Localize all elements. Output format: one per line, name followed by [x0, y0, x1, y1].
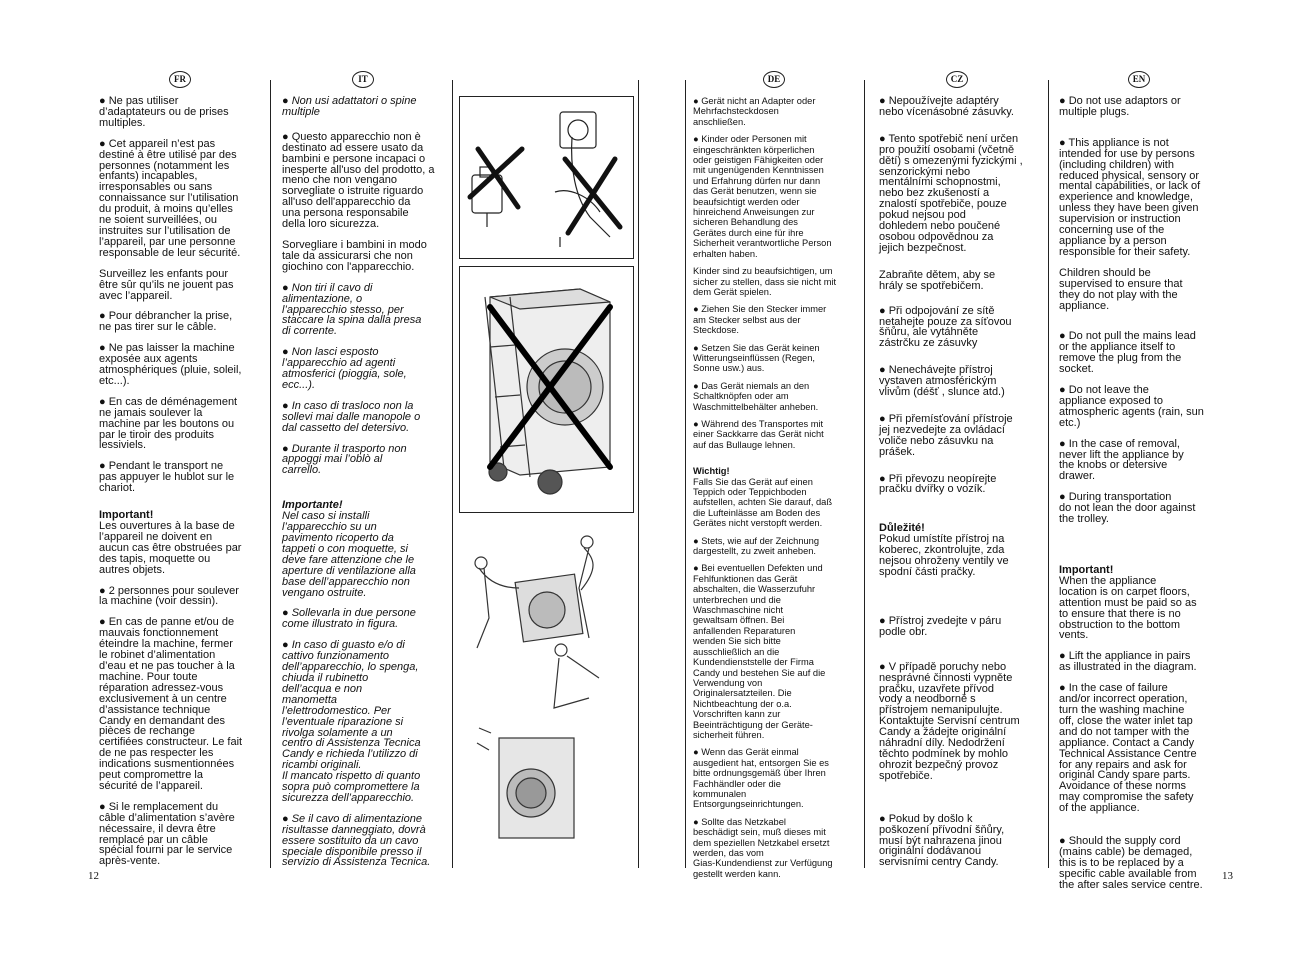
cz-para: ● Přístroj zvedejte v páru podle obr. — [879, 614, 1002, 638]
divider-right-2 — [864, 80, 865, 868]
cz-para: Pokud umístíte přístroj na koberec, zkontrolujte, zda nejsou ohroženy ventily ve spodní části pračky. — [879, 533, 1009, 578]
fr-para: ● Si le remplacement du câble d’alimentation s’avère nécessaire, il devra être remplacé par un câble spécial fourni par le service après-vente. — [99, 800, 235, 868]
de-para: ● Setzen Sie das Gerät keinen Witterungseinflüssen (Regen, Sonne usw.) aus. — [693, 342, 820, 374]
cz-para: ● Nepoužívejte adaptéry nebo vícenásobné zásuvky. — [879, 95, 1014, 118]
fr-para: ● 2 personnes pour soulever la machine (voir dessin). — [99, 584, 239, 608]
en-para: ● This appliance is not intended for use by persons (including children) with reduced physical, sensory or mental capabilities, or lack of experience and knowledge, unless they have been given supervision or instruction concerning use of the appliance by a person responsible for their safety. — [1059, 136, 1201, 258]
it-para: ● Questo apparecchio non è destinato ad essere usato da bambini e persone incapaci o inesperte all'uso del prodotto, a meno che non vengano sorvegliate o istruite riguardo all'uso dell'apparecchio da una persona responsabile della loro sicurezza. — [282, 130, 435, 231]
cz-para: Zabraňte dětem, aby se hrály se spotřebičem. — [879, 268, 996, 292]
en-para: Children should be supervised to ensure that they do not play with the appliance. — [1059, 266, 1183, 312]
en-para: ● Should the supply cord (mains cable) be demaged, this is to be replaced by a specific cable available from the after sales service centre. — [1059, 835, 1203, 891]
it-para: ● Non tiri il cavo di alimentazione, o l’apparecchio stesso, per staccare la spina dalla presa di corrente. — [282, 281, 422, 338]
no-trolley-illustration — [460, 267, 633, 512]
lang-badge-en: EN — [1128, 71, 1150, 88]
it-para: Sorvegliare i bambini in modo tale da assicurarsi che non giochino con l'apparecchio. — [282, 238, 427, 273]
it-important-heading: Importante! — [282, 499, 343, 512]
en-para: ● Lift the appliance in pairs as illustrated in the diagram. — [1059, 650, 1197, 674]
en-para: ● In the case of failure and/or incorrect operation, turn the washing machine off, close the water inlet tap and do not tamper with the appliance. Contact a Candy Technical Assistance Centre for any repairs and ask for original Candy spare parts. Avoidance of these norms may compromise the safety of the appliance. — [1059, 682, 1197, 815]
it-para: ● In caso di guasto e/o di cattivo funzionamento dell’apparecchio, lo spenga, chiuda il rubinetto dell’acqua e non manometta l’elettrodomestico. Per l’eventuale riparazione si rivolga solamente a un centro di Assistenza Tecnica Candy e richieda l’utilizzo di ricambi originali. Il mancato rispetto di quanto sopra può compromettere la sicurezza dell’apparecchio. — [282, 639, 421, 804]
de-para: ● Gerät nicht an Adapter oder Mehrfachsteckdosen anschließen. — [693, 96, 816, 127]
column-en — [1059, 96, 1229, 901]
divider-left-1 — [270, 80, 271, 868]
de-para: ● Kinder oder Personen mit eingeschränkten körperlichen oder geistigen Fähigkeiten oder mit ungenügenden Kenntnissen und Erfahrung dürfen nur dann das Gerät benutzen, wenn sie beaufsichtigt werden oder hinreichend Anweisungen zur sicheren Behandlung des Gerätes durch eine für ihre Sicherheit verantwortliche Person erhalten haben. — [693, 134, 832, 259]
cz-para: ● Nenechávejte přístroj vystaven atmosférickým vlivům (déšť , slunce atd.) — [879, 364, 1005, 399]
de-para: Kinder sind zu beaufsichtigen, um sicher zu stellen, dass sie nicht mit dem Gerät spielen. — [693, 266, 837, 297]
en-para: ● In the case of removal, never lift the appliance by the knobs or detersive drawer. — [1059, 437, 1184, 483]
it-para: ● Non lasci esposto l’apparecchio ad agenti atmosferici (pioggia, sole, ecc...). — [282, 346, 407, 391]
it-para: ● Non usi adattatori o spine multiple — [282, 95, 417, 118]
lift-in-pairs-illustration — [459, 528, 632, 868]
lang-badge-cz: CZ — [946, 71, 968, 88]
it-para: ● Se il cavo di alimentazione risultasse danneggiato, dovrà essere sostituito da un cavo speciale disponibile presso il servizio di Assistenza Tecnica. — [282, 812, 431, 869]
it-para: ● Sollevarla in due persone come illustrato in figura. — [282, 607, 416, 631]
de-para: ● Während des Transportes mit einer Sackkarre das Gerät nicht auf das Bullauge lehnen. — [693, 418, 824, 450]
column-it — [282, 96, 450, 878]
no-adapter-illustration — [460, 97, 633, 258]
it-para: Nel caso si installi l’apparecchio su un pavimento ricoperto da tappeti o con moquette, si deve fare attenzione che le aperture di ventilazione alla base dell’apparecchio non vengano ostruite. — [282, 510, 416, 599]
cz-para: ● Tento spotřebič není určen pro použití osobami (včetně dětí) s omezenými fyzickými , senzorickými nebo mentálními schopnostmi, nebo bez zkušeností a znalostí spotřebiče, pouze pokud nejsou pod dohledem nebo poučené osobou odpovědnou za jejich bezpečnost. — [879, 132, 1023, 254]
cz-para: ● V případě poruchy nebo nesprávné činnosti vypněte pračku, uzavřete přívod vody a neodborně s přístrojem nemanipulujte. Kontaktujte Servisní centrum Candy a žádejte originální náhradní díly. Nedodržení těchto podmínek by mohlo ohrozit bezpečný provoz spotřebiče. — [879, 660, 1020, 782]
fr-para: ● Pendant le transport ne pas appuyer le hublot sur le chariot. — [99, 460, 235, 495]
cz-para: ● Při přemísťování přístroje jej nezvedejte za ovládací voliče nebo zásuvku na prášek. — [879, 412, 1013, 458]
fr-para: ● En cas de déménagement ne jamais soulever la machine par les boutons ou par le tiroir des produits lessiviels. — [99, 395, 238, 452]
de-para: ● Bei eventuellen Defekten und Fehlfunktionen das Gerät abschalten, die Wasserzufuhr unterbrechen und die Waschmaschine nicht gewaltsam öffnen. Bei anfallenden Reparaturen wenden Sie sich bitte ausschließlich an die Kundendienststelle der Firma Candy und bestehen Sie auf die Verwendung von Originalersatzteilen. Die Nichtbeachtung der o.a. Vorschriften kann zur Beeinträchtigung der Geräte- sicherheit führen. — [693, 563, 826, 740]
en-para: ● During transportation do not lean the door against the trolley. — [1059, 491, 1196, 526]
column-cz — [879, 96, 1045, 878]
en-para: ● Do not pull the mains lead or the appliance itself to remove the plug from the socket. — [1059, 330, 1196, 376]
divider-left-2 — [452, 80, 453, 868]
en-para: When the appliance location is on carpet floors, attention must be paid so as to ensure that there is no obstruction to the bottom vents. — [1059, 574, 1197, 642]
cz-important-heading: Důležité! — [879, 522, 925, 535]
page-number-right: 13 — [1222, 870, 1233, 882]
cz-para: ● Při převozu neopírejte pračku dvířky o vozík. — [879, 472, 997, 496]
fr-para: Les ouvertures à la base de l’appareil ne doivent en aucun cas être obstruées par des tapis, moquette ou autres objets. — [99, 520, 242, 576]
en-important-heading: Important! — [1059, 564, 1114, 576]
divider-right-1 — [685, 80, 686, 868]
de-para: ● Das Gerät niemals an den Schaltknöpfen oder am Waschmittelbehälter anheben. — [693, 380, 819, 412]
lang-badge-fr: FR — [169, 71, 191, 88]
lang-badge-de: DE — [763, 71, 785, 88]
fr-para: ● Ne pas utiliser d’adaptateurs ou de prises multiples. — [99, 95, 229, 129]
de-para: Falls Sie das Gerät auf einen Teppich oder Teppichboden aufstellen, achten Sie darauf, daß die Lufteinlässe am Boden des Gerätes nicht verstopft werden. — [693, 476, 833, 529]
lang-badge-it: IT — [352, 71, 374, 88]
fr-para: ● Cet appareil n’est pas destiné à être utilisé par des personnes (notamment les enfants) incapables, irresponsables ou sans connaissance sur l’utilisation du produit, à moins qu’elles ne soient surveillées, ou instruites sur l’utilisation de l’appareil, par une personne responsable de leur sécurité. — [99, 137, 241, 259]
fr-para: ● Pour débrancher la prise, ne pas tirer sur le câble. — [99, 310, 233, 334]
it-para: ● In caso di trasloco non la sollevi mai dalle manopole o dal cassetto del detersivo. — [282, 399, 421, 434]
en-para: ● Do not use adaptors or multiple plugs. — [1059, 95, 1181, 118]
de-para: ● Stets, wie auf der Zeichnung dargestellt, zu zweit anheben. — [693, 535, 820, 557]
fr-para: ● En cas de panne et/ou de mauvais fonctionnement éteindre la machine, fermer le robinet d’alimentation d’eau et ne pas toucher à la machine. Pour toute réparation adressez-vous exclusivement à un centre d’assistance technique Candy en demandant des pièces de rechange certifiées constructeur. Le fait de ne pas respecter les indications susmentionnées peut compromettre la sécurité de l’appareil. — [99, 616, 243, 792]
en-para: ● Do not leave the appliance exposed to atmospheric agents (rain, sun etc.) — [1059, 384, 1204, 429]
de-para: ● Ziehen Sie den Stecker immer am Stecker selbst aus der Steckdose. — [693, 304, 827, 336]
cz-para: ● Při odpojování ze sítě netahejte pouze za síťovou šňůru, ale vytáhněte zástrčku ze zásuvky — [879, 304, 1012, 350]
column-de — [693, 96, 861, 886]
fr-important-heading: Important! — [99, 509, 154, 522]
cz-para: ● Pokud by došlo k poškození přívodní šňůry, musí být nahrazena jinou originální dodávanou servisními centry Candy. — [879, 812, 1005, 869]
figure-no-trolley — [459, 266, 634, 513]
page-number-left: 12 — [88, 870, 99, 882]
figure-lift-in-pairs — [459, 528, 632, 868]
divider-center — [638, 80, 639, 868]
figure-no-adapter — [459, 96, 634, 259]
fr-para: Surveillez les enfants pour être sûr qu’ils ne jouent pas avec l’appareil. — [99, 267, 234, 302]
de-important-heading: Wichtig! — [693, 466, 730, 477]
fr-para: ● Ne pas laisser la machine exposée aux agents atmosphériques (pluie, soleil, etc...). — [99, 342, 242, 387]
it-para: ● Durante il trasporto non appoggi mai l’oblò al carrello. — [282, 442, 407, 477]
column-fr — [99, 96, 267, 877]
de-para: ● Sollte das Netzkabel beschädigt sein, muß dieses mit dem speziellen Netzkabel ersetzt werden, das vom Gias-Kundendienst zur Verfügung gestellt werden kann. — [693, 816, 833, 879]
de-para: ● Wenn das Gerät einmal ausgedient hat, entsorgen Sie es bitte ordnungsgemäß über Ihren Fachhändler oder die kommunalen Entsorgungseinrichtungen. — [693, 747, 829, 810]
divider-right-3 — [1048, 80, 1049, 868]
